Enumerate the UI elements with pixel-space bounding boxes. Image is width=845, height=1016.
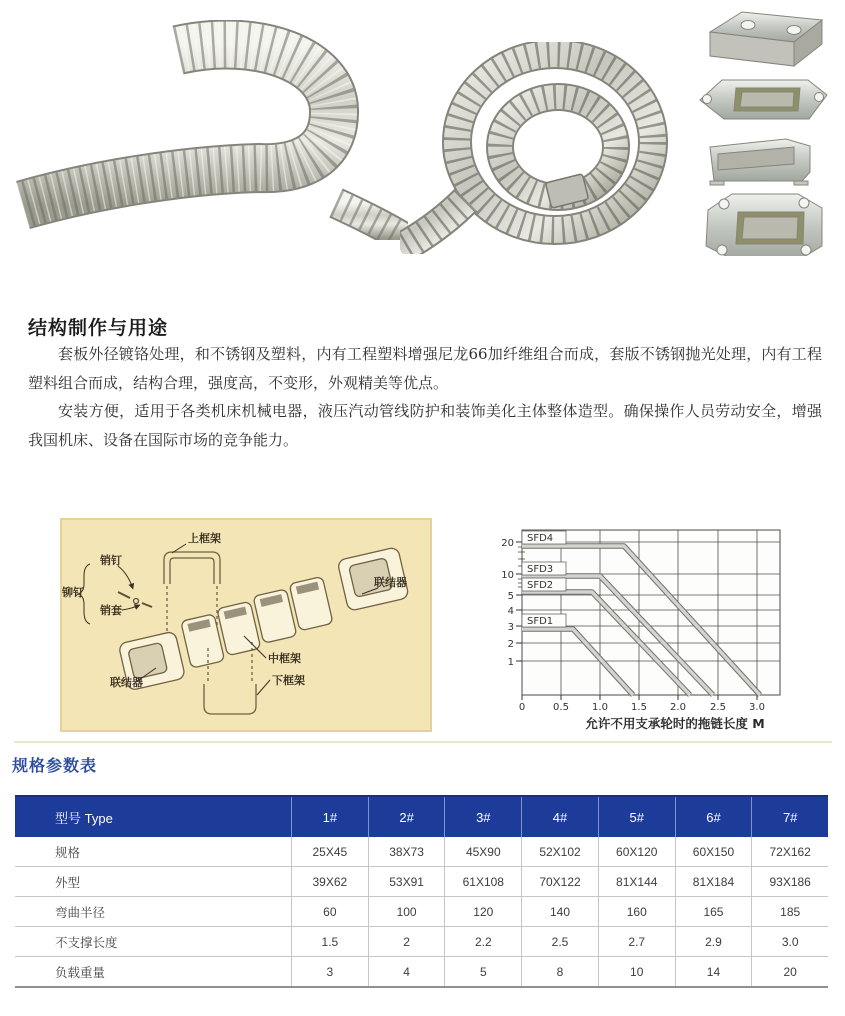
svg-text:10: 10	[501, 570, 514, 581]
chain-j-shape	[23, 45, 334, 205]
label-rivet: 铆钉	[62, 586, 84, 599]
svg-text:2.5: 2.5	[710, 702, 726, 713]
coiled-chain-photo	[400, 42, 690, 254]
spec-table	[15, 795, 828, 988]
table-cell: 39X62	[291, 867, 368, 896]
table-cell: 100	[368, 897, 445, 926]
table-cell: 2	[368, 927, 445, 956]
col-header-6: 6#	[675, 797, 752, 837]
bracket-channel	[710, 139, 810, 185]
table-cell: 70X122	[521, 867, 598, 896]
svg-text:2.0: 2.0	[670, 702, 686, 713]
intro-paragraph-1: 套板外径镀铬处理，和不锈钢及塑料，内有工程塑料增强尼龙66加纤维组合而成，套版不锈钢抛光处理，内有工程塑料组合而成，结构合理，强度高，不变形，外观精美等优点。	[28, 345, 822, 392]
col-header-7: 7#	[751, 797, 828, 837]
table-cell: 2.5	[521, 927, 598, 956]
svg-text:5: 5	[507, 591, 514, 602]
table-cell: 10	[598, 957, 675, 986]
svg-text:3: 3	[507, 622, 514, 633]
x-axis-ticks	[522, 695, 757, 700]
table-cell: 3	[291, 957, 368, 986]
table-cell: 165	[675, 897, 752, 926]
drag-chain-photo	[8, 20, 408, 240]
table-cell: 20	[751, 957, 828, 986]
label-mid-frame: 中框架	[268, 652, 301, 665]
table-cell: 60	[291, 897, 368, 926]
row-label: 负载重量	[55, 965, 106, 980]
intro-text	[28, 340, 822, 454]
series-label-sfd4: SFD4	[527, 533, 554, 544]
table-row-bend-radius	[15, 897, 828, 927]
table-cell: 8	[521, 957, 598, 986]
bracket-box	[710, 12, 822, 66]
col-header-4: 4#	[521, 797, 598, 837]
series-label-sfd1: SFD1	[527, 616, 554, 627]
svg-text:0: 0	[518, 702, 526, 713]
label-pin: 销钉	[100, 554, 122, 567]
label-connector-right: 联结器	[374, 576, 407, 589]
bracket-photos	[690, 4, 835, 256]
col-header-3: 3#	[444, 797, 521, 837]
y-axis-labels	[501, 538, 514, 668]
label-pin-sleeve: 销套	[100, 604, 122, 617]
table-cell: 160	[598, 897, 675, 926]
row-label: 不支撑长度	[55, 935, 118, 950]
col-header-5: 5#	[598, 797, 675, 837]
svg-text:3.0: 3.0	[749, 702, 765, 713]
chain-end-piece	[336, 203, 404, 238]
table-row-load-weight	[15, 957, 828, 986]
table-cell: 185	[751, 897, 828, 926]
svg-text:20: 20	[501, 538, 514, 549]
table-cell: 81X144	[598, 867, 675, 896]
bracket-flange-ears	[700, 80, 827, 119]
x-axis-labels	[519, 702, 765, 713]
table-cell: 52X102	[521, 837, 598, 866]
svg-text:1.5: 1.5	[631, 702, 647, 713]
table-row-outline	[15, 867, 828, 897]
table-row-unsupported-length	[15, 927, 828, 957]
table-cell: 61X108	[444, 867, 521, 896]
intro-paragraph-2: 安装方便，适用于各类机床机械电器，液压汽动管线防护和装饰美化主体整体造型。确保操作人员劳动安全，增强我国机床、设备在国际市场的竞争能力。	[28, 402, 822, 449]
load-chart	[490, 516, 835, 741]
table-row-spec	[15, 837, 828, 867]
spec-table-header	[15, 795, 828, 837]
section-heading: 结构制作与用途	[28, 316, 169, 339]
table-cell: 2.2	[444, 927, 521, 956]
svg-text:0.5: 0.5	[553, 702, 569, 713]
spec-table-title: 规格参数表	[12, 756, 98, 775]
label-connector-left: 联结器	[110, 676, 143, 689]
table-cell: 81X184	[675, 867, 752, 896]
chart-x-axis-title: 允许不用支承轮时的拖链长度 M	[585, 716, 765, 731]
svg-text:1: 1	[507, 657, 514, 668]
table-cell: 60X150	[675, 837, 752, 866]
table-cell: 25X45	[291, 837, 368, 866]
col-header-2: 2#	[368, 797, 445, 837]
table-cell: 4	[368, 957, 445, 986]
table-cell: 140	[521, 897, 598, 926]
label-bottom-frame: 下框架	[272, 674, 305, 687]
table-cell: 45X90	[444, 837, 521, 866]
table-cell: 3.0	[751, 927, 828, 956]
table-cell: 60X120	[598, 837, 675, 866]
table-cell: 5	[444, 957, 521, 986]
assembly-diagram	[60, 518, 432, 732]
table-cell: 38X73	[368, 837, 445, 866]
table-cell: 2.7	[598, 927, 675, 956]
row-label: 弯曲半径	[55, 905, 106, 920]
table-cell: 53X91	[368, 867, 445, 896]
bracket-flange-corners	[706, 194, 822, 256]
series-label-sfd3: SFD3	[527, 564, 554, 575]
svg-text:1.0: 1.0	[592, 702, 608, 713]
label-top-frame: 上框架	[188, 532, 221, 545]
spiral-tail	[400, 200, 466, 249]
col-header-1: 1#	[291, 797, 368, 837]
svg-text:2: 2	[507, 639, 514, 650]
table-cell: 14	[675, 957, 752, 986]
row-label: 规格	[55, 845, 81, 860]
section-divider	[14, 741, 832, 743]
table-cell: 1.5	[291, 927, 368, 956]
table-cell: 72X162	[751, 837, 828, 866]
table-cell: 120	[444, 897, 521, 926]
svg-text:4: 4	[507, 606, 514, 617]
table-cell: 2.9	[675, 927, 752, 956]
table-cell: 93X186	[751, 867, 828, 896]
type-header-cell: 型号 Type	[55, 810, 113, 826]
series-label-sfd2: SFD2	[527, 580, 554, 591]
row-label: 外型	[55, 875, 81, 890]
